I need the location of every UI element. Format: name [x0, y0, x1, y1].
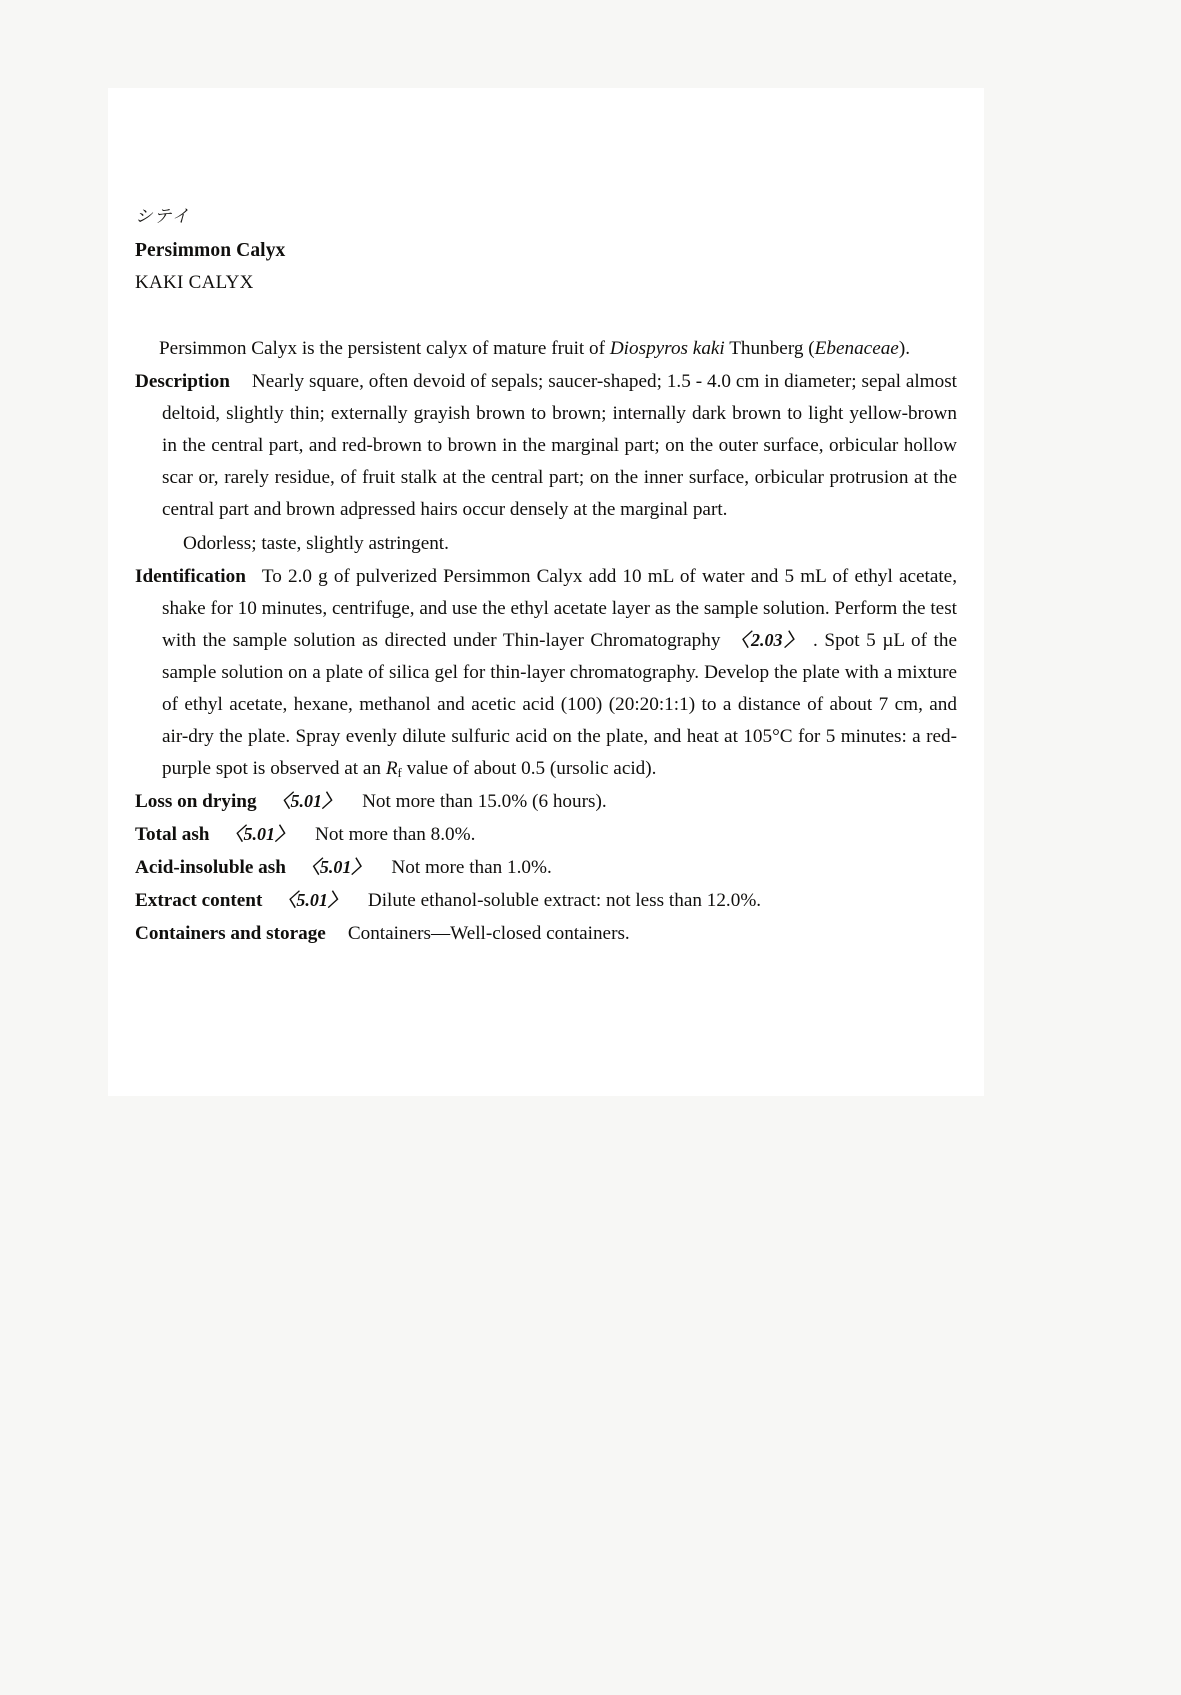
test-extract-content — [135, 885, 957, 917]
document-page-sheet — [108, 88, 984, 1096]
identification-body-part1: To 2.0 g of pulverized Persimmon Calyx add 10 mL of water and 5 mL of ethyl acetate, shake for 10 minutes, centrifuge, and use the ethyl acetate layer as the sample solution. Perform the test with the sample solution as directed under Thin-layer Chromatography — [162, 565, 957, 651]
test-label-acid-insoluble-ash: Acid-insoluble ash — [135, 857, 286, 879]
storage-value: Containers—Well-closed containers. — [347, 923, 630, 945]
reference-extract-content: 〈5.01〉 — [278, 890, 346, 911]
page-title: Persimmon Calyx — [135, 240, 286, 261]
description-continuation: Odorless; taste, slightly astringent. — [183, 532, 449, 554]
test-acid-insoluble-ash — [135, 852, 957, 884]
section-label-description: Description — [135, 371, 230, 393]
section-description — [135, 366, 957, 526]
reference-acid-insoluble-ash: 〈5.01〉 — [301, 857, 370, 878]
test-value-total-ash: Not more than 8.0%. — [314, 824, 476, 846]
test-value-acid-insoluble-ash: Not more than 1.0%. — [391, 857, 552, 879]
section-label-identification: Identification — [135, 565, 246, 587]
rf-subscript: f — [397, 765, 402, 780]
species-name: Diospyros kaki — [609, 338, 725, 360]
kana-title: シテイ — [135, 206, 191, 226]
reference-loss-on-drying: 〈5.01〉 — [272, 791, 341, 811]
section-label-containers-and-storage: Containers and storage — [135, 923, 326, 945]
section-identification — [135, 561, 957, 785]
reference-total-ash: 〈5.01〉 — [225, 824, 293, 845]
lead-text-before: Persimmon Calyx is the persistent calyx of mature fruit of — [159, 338, 610, 360]
test-value-extract-content: Dilute ethanol-soluble extract: not less than 12.0%. — [367, 890, 762, 912]
test-loss-on-drying — [135, 786, 957, 818]
latin-title: KAKI CALYX — [135, 272, 254, 294]
section-containers-and-storage — [135, 918, 957, 950]
family-name: Ebenaceae — [814, 338, 899, 360]
reference-chromatography: 〈2.03〉 — [729, 629, 805, 650]
identification-body-part2: . Spot 5 µL of the sample solution on a plate of silica gel for thin-layer chromatography. Develop the plate with a mixture of ethyl acetate, hexane, methanol and acetic acid (100) (20:20:1:1) to a distance of about 7 cm, and air-dry the plate. Spray evenly dilute sulfuric acid on the plate, and heat at 105°C for 5 minutes: a red-purple spot is observed at an — [162, 629, 957, 779]
identification-body-part3: value of about 0.5 (ursolic acid). — [401, 757, 657, 779]
test-label-extract-content: Extract content — [135, 890, 263, 912]
section-body-description: Nearly square, often devoid of sepals; saucer-shaped; 1.5 - 4.0 cm in diameter; sepal almost deltoid, slightly thin; externally grayish brown to brown; internally dark brown to light yellow-brown in the central part, and red-brown to brown in the marginal part; on the outer surface, orbicular hollow scar or, rarely residue, of fruit stalk at the central part; on the inner surface, orbicular protrusion at the central part and brown adpressed hairs occur densely at the marginal part. — [162, 371, 957, 521]
test-total-ash — [135, 819, 957, 851]
test-label-total-ash: Total ash — [135, 824, 210, 846]
lead-text-end: ). — [898, 338, 911, 360]
test-value-loss-on-drying: Not more than 15.0% (6 hours). — [362, 791, 607, 812]
lead-paragraph — [135, 333, 957, 365]
test-label-loss-on-drying: Loss on drying — [135, 791, 257, 812]
lead-text-after: Thunberg ( — [724, 338, 815, 360]
document-text-column — [135, 206, 957, 951]
rf-symbol: R — [385, 757, 398, 779]
